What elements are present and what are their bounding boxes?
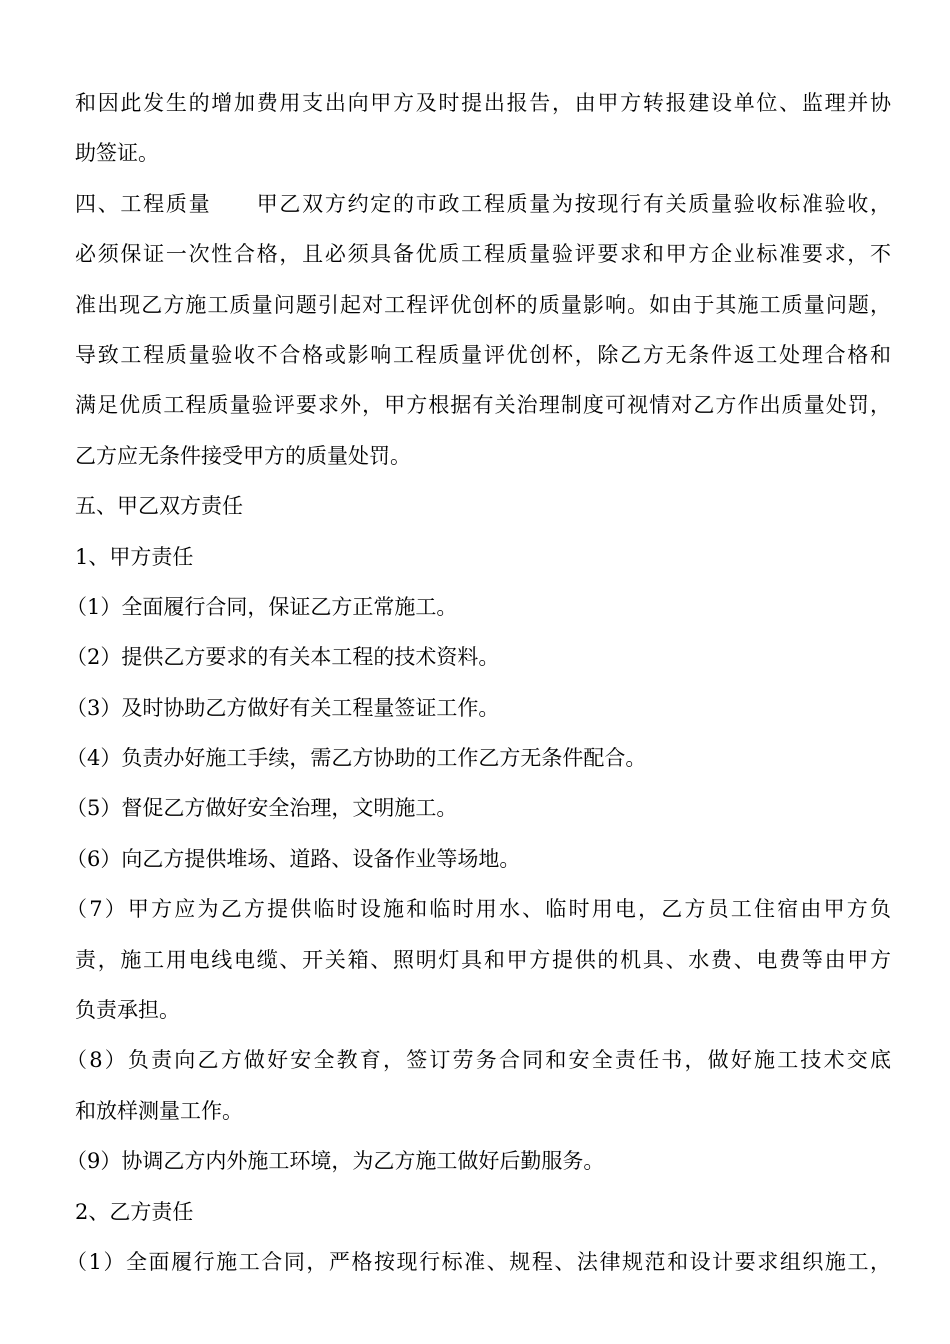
text-line: 和放样测量工作。 [75, 1098, 243, 1123]
text-line: 必须保证一次性合格，且必须具备优质工程质量验评要求和甲方企业标准要求，不 [75, 242, 891, 267]
list-item: （1）全面履行施工合同，严格按现行标准、规程、法律规范和设计要求组织施工， [66, 1249, 891, 1274]
subsection-heading-party-b: 2、乙方责任 [75, 1199, 194, 1224]
list-item: （1）全面履行合同，保证乙方正常施工。 [66, 594, 458, 619]
text-line: 责，施工用电线电缆、开关箱、照明灯具和甲方提供的机具、水费、电费等由甲方 [75, 947, 891, 972]
list-item: （8）负责向乙方做好安全教育，签订劳务合同和安全责任书，做好施工技术交底 [66, 1048, 891, 1073]
list-item: （4）负责办好施工手续，需乙方协助的工作乙方无条件配合。 [66, 746, 647, 771]
text-line: 导致工程质量验收不合格或影响工程质量评优创杯，除乙方无条件返工处理合格和 [75, 342, 891, 367]
list-item: （7）甲方应为乙方提供临时设施和临时用水、临时用电，乙方员工住宿由甲方负 [66, 897, 891, 922]
list-item: （9）协调乙方内外施工环境，为乙方施工做好后勤服务。 [66, 1149, 605, 1174]
text-line: 乙方应无条件接受甲方的质量处罚。 [75, 443, 411, 468]
subsection-heading-party-a: 1、甲方责任 [75, 544, 194, 569]
text-line: 准出现乙方施工质量问题引起对工程评优创杯的质量影响。如由于其施工质量问题， [75, 292, 891, 317]
list-item: （2）提供乙方要求的有关本工程的技术资料。 [66, 645, 500, 670]
document-page [66, 78, 891, 1287]
text-line: 助签证。 [75, 141, 159, 166]
text-line: 负责承担。 [75, 998, 180, 1023]
section-heading-responsibilities: 五、甲乙双方责任 [75, 494, 243, 519]
list-item: （6）向乙方提供堆场、道路、设备作业等场地。 [66, 846, 521, 871]
list-item: （3）及时协助乙方做好有关工程量签证工作。 [66, 695, 500, 720]
list-item: （5）督促乙方做好安全治理，文明施工。 [66, 796, 458, 821]
section-heading-quality: 四、工程质量 甲乙双方约定的市政工程质量为按现行有关质量验收标准验收， [75, 191, 891, 216]
text-line: 满足优质工程质量验评要求外，甲方根据有关治理制度可视情对乙方作出质量处罚， [75, 393, 891, 418]
text-line: 和因此发生的增加费用支出向甲方及时提出报告，由甲方转报建设单位、监理并协 [75, 91, 891, 115]
